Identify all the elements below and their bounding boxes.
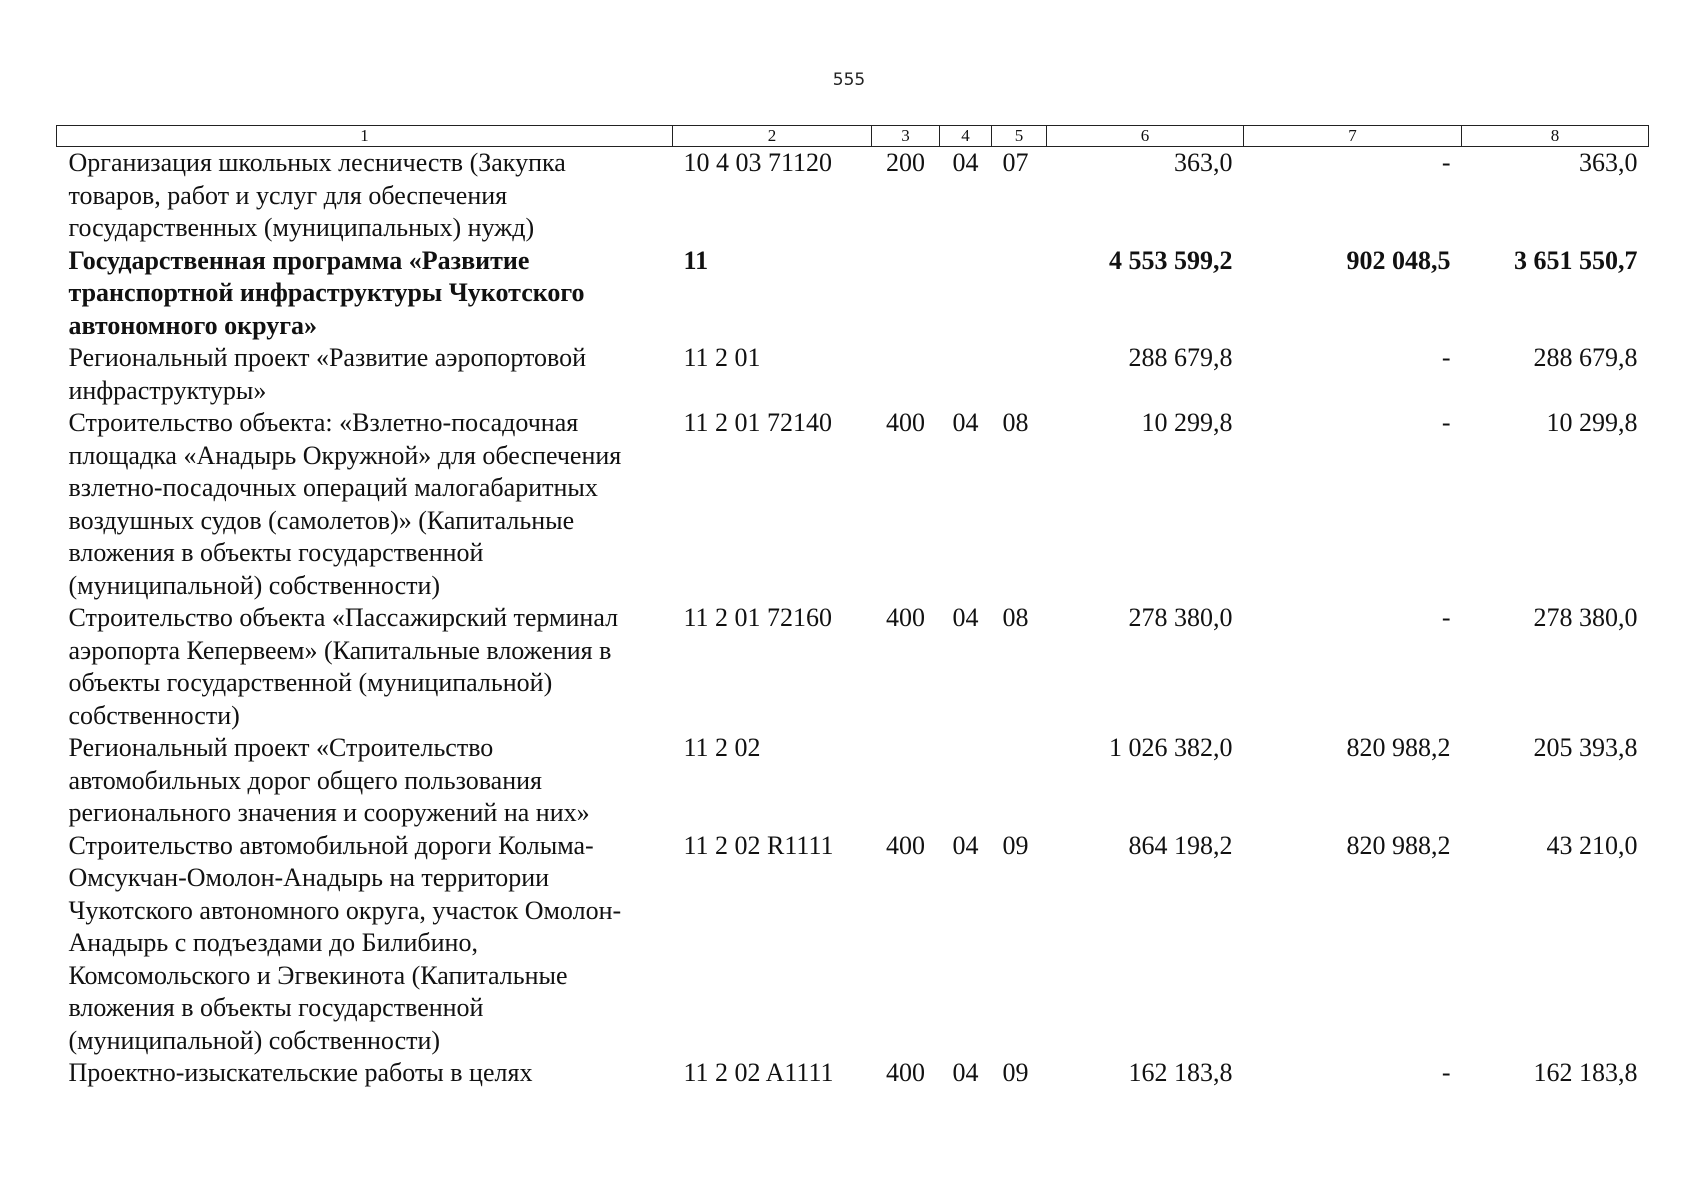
row-col5 [992, 342, 1047, 407]
column-number-row [57, 126, 1649, 147]
row-col4 [940, 342, 992, 407]
row-col6: 288 679,8 [1128, 343, 1233, 372]
column-header-6: 6 [1047, 126, 1244, 147]
row-col5 [992, 245, 1047, 343]
row-name: Региональный проект «Строительство автомобильных дорог общего пользования регионального значения и сооружений на них» [68, 733, 590, 827]
row-col6: 278 380,0 [1128, 603, 1233, 632]
column-header-3: 3 [872, 126, 940, 147]
row-col4: 04 [952, 830, 979, 860]
row-col4: 04 [952, 603, 979, 632]
row-col8: 205 393,8 [1533, 733, 1638, 762]
row-col3 [872, 732, 940, 830]
row-name: Организация школьных лесничеств (Закупка товаров, работ и услуг для обеспечения государственных (муниципальных) нужд) [68, 148, 566, 242]
row-name: Строительство объекта: «Взлетно-посадочная площадка «Анадырь Окружной» для обеспечения взлетно-посадочных операций малогабаритных воздушных судов (самолетов)» (Капитальные вложения в объекты государственной (муниципальной) собственности) [68, 408, 622, 600]
row-col4 [940, 732, 992, 830]
row-name: Проектно-изыскательские работы в целях [68, 1058, 533, 1087]
column-header-2: 2 [673, 126, 872, 147]
row-col7: 820 988,2 [1346, 830, 1451, 860]
column-header-8: 8 [1462, 126, 1649, 147]
row-code: 11 2 01 72140 [683, 408, 833, 437]
budget-table [56, 125, 1649, 1090]
row-col6: 864 198,2 [1128, 830, 1233, 860]
row-col5: 08 [1002, 408, 1029, 437]
row-code: 10 4 03 71120 [683, 148, 833, 177]
row-col3 [872, 342, 940, 407]
row-col6: 4 553 599,2 [1109, 245, 1233, 275]
table-row [57, 147, 1649, 245]
page-number: 555 [832, 70, 866, 90]
row-code: 11 2 01 72160 [683, 603, 833, 632]
row-name: Государственная программа «Развитие транспортной инфраструктуры Чукотского автономного округа» [68, 245, 585, 340]
row-col6: 10 299,8 [1141, 408, 1233, 437]
row-code: 11 2 02 R1111 [683, 830, 834, 860]
row-code: 11 [683, 245, 709, 275]
row-col3: 200 [886, 148, 925, 177]
row-code: 11 2 01 [683, 343, 761, 372]
row-col4 [940, 245, 992, 343]
table-row [57, 1057, 1649, 1090]
row-col7: - [1441, 408, 1451, 437]
table-row-program [57, 245, 1649, 343]
table-body [57, 147, 1649, 1090]
row-col8: 363,0 [1579, 148, 1638, 177]
column-header-4: 4 [940, 126, 992, 147]
table-row [57, 732, 1649, 830]
row-col5: 09 [1002, 830, 1029, 860]
table-row [57, 602, 1649, 732]
row-col4: 04 [952, 408, 979, 437]
row-code: 11 2 02 A1111 [683, 1058, 834, 1087]
row-col6: 162 183,8 [1128, 1058, 1233, 1087]
table-header [57, 126, 1649, 147]
table-row [57, 830, 1649, 1058]
row-col3: 400 [886, 1058, 925, 1087]
column-header-5: 5 [992, 126, 1047, 147]
column-header-1: 1 [57, 126, 673, 147]
row-col4: 04 [952, 148, 979, 177]
row-col7: 820 988,2 [1346, 733, 1451, 762]
row-col6: 1 026 382,0 [1109, 733, 1233, 762]
row-col5: 09 [1002, 1058, 1029, 1087]
row-col8: 3 651 550,7 [1514, 245, 1638, 275]
row-code: 11 2 02 [683, 733, 761, 762]
column-header-7: 7 [1244, 126, 1462, 147]
row-col6: 363,0 [1174, 148, 1233, 177]
row-name: Строительство автомобильной дороги Колыма-Омсукчан-Омолон-Анадырь на территории Чукотского автономного округа, участок Омолон-Анадырь с подъездами до Билибино, Комсомольского и Эгвекинота (Капитальные вложения в объекты государственной (муниципальной) собственности) [68, 830, 622, 1055]
row-col7: 902 048,5 [1346, 245, 1451, 275]
row-col5: 08 [1002, 603, 1029, 632]
row-col5: 07 [1002, 148, 1029, 177]
row-col7: - [1441, 1058, 1451, 1087]
row-col8: 43 210,0 [1546, 830, 1638, 860]
row-col7: - [1441, 343, 1451, 372]
row-col5 [992, 732, 1047, 830]
row-col7: - [1441, 603, 1451, 632]
row-col3: 400 [886, 408, 925, 437]
row-col3: 400 [886, 830, 925, 860]
row-col8: 162 183,8 [1533, 1058, 1638, 1087]
row-col3 [872, 245, 940, 343]
row-col8: 288 679,8 [1533, 343, 1638, 372]
row-col7: - [1441, 148, 1451, 177]
row-col8: 278 380,0 [1533, 603, 1638, 632]
row-col8: 10 299,8 [1546, 408, 1638, 437]
row-col3: 400 [886, 603, 925, 632]
row-name: Региональный проект «Развитие аэропортовой инфраструктуры» [68, 343, 587, 405]
row-col4: 04 [952, 1058, 979, 1087]
table-row [57, 407, 1649, 602]
row-name: Строительство объекта «Пассажирский терминал аэропорта Кепервеем» (Капитальные вложения в объекты государственной (муниципальной) собственности) [68, 603, 619, 730]
table-row [57, 342, 1649, 407]
